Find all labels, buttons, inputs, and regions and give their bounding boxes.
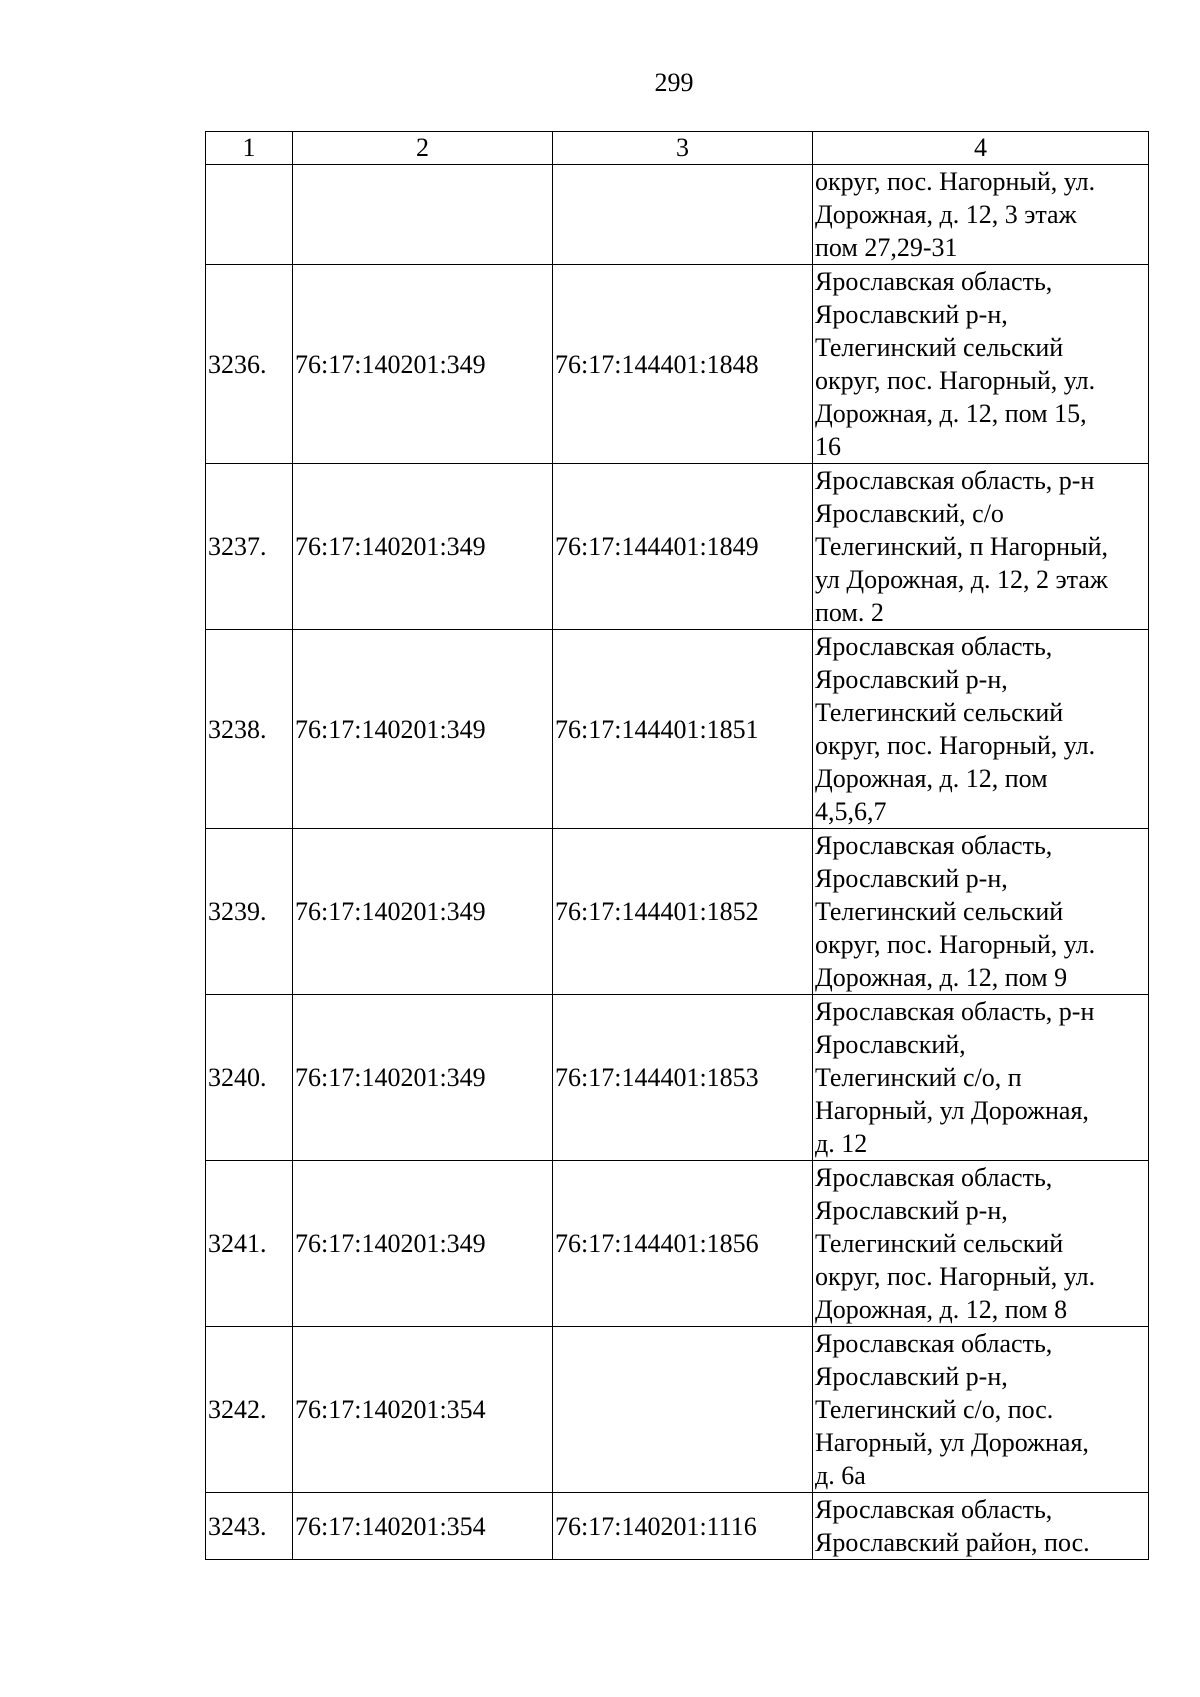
address-line: пом. 2 xyxy=(815,598,884,627)
header-col-3: 3 xyxy=(553,132,813,165)
table-row xyxy=(206,829,1149,995)
address-cell xyxy=(813,265,1149,464)
cadastral-number-cell: 76:17:140201:349 xyxy=(293,265,553,464)
address-cell xyxy=(813,1327,1149,1493)
address-cell xyxy=(813,995,1149,1161)
object-number-cell xyxy=(553,165,813,265)
address-line: пом 27,29-31 xyxy=(815,233,958,262)
cadastral-number-cell: 76:17:140201:354 xyxy=(293,1493,553,1560)
object-number-cell: 76:17:140201:1116 xyxy=(553,1493,813,1560)
table-row xyxy=(206,995,1149,1161)
page-number: 299 xyxy=(654,68,694,97)
address-line: Нагорный, ул Дорожная, xyxy=(815,1428,1089,1457)
address-line: Ярославская область, xyxy=(815,1495,1053,1524)
address-line: Ярославская область, xyxy=(815,1163,1053,1192)
address-line: округ, пос. Нагорный, ул. xyxy=(815,731,1096,760)
row-number-cell: 3240. xyxy=(206,995,293,1161)
address-line: Телегинский сельский xyxy=(815,333,1064,362)
table-row xyxy=(206,1161,1149,1327)
address-line: Дорожная, д. 12, пом xyxy=(815,764,1048,793)
table-row xyxy=(206,1493,1149,1560)
object-number-cell: 76:17:144401:1856 xyxy=(553,1161,813,1327)
address-line: Ярославский, xyxy=(815,1030,966,1059)
address-line: Ярославская область, xyxy=(815,632,1053,661)
cadastral-number-cell: 76:17:140201:349 xyxy=(293,1161,553,1327)
row-number-cell: 3236. xyxy=(206,265,293,464)
object-number-cell: 76:17:144401:1852 xyxy=(553,829,813,995)
address-line: Ярославская область, р-н xyxy=(815,466,1095,495)
table-header-row xyxy=(206,132,1149,165)
address-line: Ярославская область, р-н xyxy=(815,997,1095,1026)
address-cell xyxy=(813,1493,1149,1560)
address-cell xyxy=(813,1161,1149,1327)
address-cell xyxy=(813,630,1149,829)
address-line: Телегинский сельский xyxy=(815,698,1064,727)
address-cell xyxy=(813,829,1149,995)
address-line: Ярославский р-н, xyxy=(815,300,1008,329)
address-line: Нагорный, ул Дорожная, xyxy=(815,1096,1089,1125)
registry-table-body xyxy=(206,132,1149,1560)
address-line: Ярославский р-н, xyxy=(815,864,1008,893)
address-line: Дорожная, д. 12, 3 этаж xyxy=(815,200,1077,229)
table-row xyxy=(206,464,1149,630)
cadastral-number-cell: 76:17:140201:349 xyxy=(293,995,553,1161)
address-cell xyxy=(813,165,1149,265)
address-line: округ, пос. Нагорный, ул. xyxy=(815,366,1096,395)
object-number-cell: 76:17:144401:1853 xyxy=(553,995,813,1161)
cadastral-number-cell: 76:17:140201:349 xyxy=(293,829,553,995)
registry-table xyxy=(205,131,1149,1560)
address-line: Ярославский р-н, xyxy=(815,665,1008,694)
address-line: д. 6а xyxy=(815,1461,866,1490)
table-row xyxy=(206,265,1149,464)
address-line: округ, пос. Нагорный, ул. xyxy=(815,930,1096,959)
object-number-cell: 76:17:144401:1848 xyxy=(553,265,813,464)
address-line: Дорожная, д. 12, пом 9 xyxy=(815,963,1068,992)
row-number-cell: 3237. xyxy=(206,464,293,630)
address-line: Телегинский с/о, пос. xyxy=(815,1395,1054,1424)
header-col-2: 2 xyxy=(293,132,553,165)
address-line: Телегинский сельский xyxy=(815,1229,1064,1258)
row-number-cell: 3242. xyxy=(206,1327,293,1493)
address-line: Ярославский район, пос. xyxy=(815,1528,1090,1557)
address-line: Телегинский с/о, п xyxy=(815,1063,1022,1092)
address-line: округ, пос. Нагорный, ул. xyxy=(815,167,1096,196)
address-line: Дорожная, д. 12, пом 15, xyxy=(815,399,1087,428)
row-number-cell: 3239. xyxy=(206,829,293,995)
address-line: Ярославский р-н, xyxy=(815,1196,1008,1225)
cadastral-number-cell: 76:17:140201:349 xyxy=(293,464,553,630)
header-col-4: 4 xyxy=(813,132,1149,165)
row-number-cell: 3243. xyxy=(206,1493,293,1560)
address-cell xyxy=(813,464,1149,630)
address-line: Ярославская область, xyxy=(815,831,1053,860)
row-number-cell: 3238. xyxy=(206,630,293,829)
address-line: округ, пос. Нагорный, ул. xyxy=(815,1262,1096,1291)
row-number-cell: 3241. xyxy=(206,1161,293,1327)
address-line: Ярославский р-н, xyxy=(815,1362,1008,1391)
table-row xyxy=(206,165,1149,265)
table-row xyxy=(206,630,1149,829)
cadastral-number-cell: 76:17:140201:349 xyxy=(293,630,553,829)
address-line: Ярославский, с/о xyxy=(815,499,1004,528)
address-line: Ярославская область, xyxy=(815,267,1053,296)
address-line: 16 xyxy=(815,432,841,461)
address-line: 4,5,6,7 xyxy=(815,797,887,826)
cadastral-number-cell xyxy=(293,165,553,265)
object-number-cell xyxy=(553,1327,813,1493)
object-number-cell: 76:17:144401:1851 xyxy=(553,630,813,829)
address-line: Телегинский, п Нагорный, xyxy=(815,532,1108,561)
address-line: д. 12 xyxy=(815,1129,868,1158)
address-line: Дорожная, д. 12, пом 8 xyxy=(815,1295,1068,1324)
table-row xyxy=(206,1327,1149,1493)
address-line: ул Дорожная, д. 12, 2 этаж xyxy=(815,565,1108,594)
address-line: Телегинский сельский xyxy=(815,897,1064,926)
cadastral-number-cell: 76:17:140201:354 xyxy=(293,1327,553,1493)
header-col-1: 1 xyxy=(206,132,293,165)
row-number-cell xyxy=(206,165,293,265)
address-line: Ярославская область, xyxy=(815,1329,1053,1358)
object-number-cell: 76:17:144401:1849 xyxy=(553,464,813,630)
